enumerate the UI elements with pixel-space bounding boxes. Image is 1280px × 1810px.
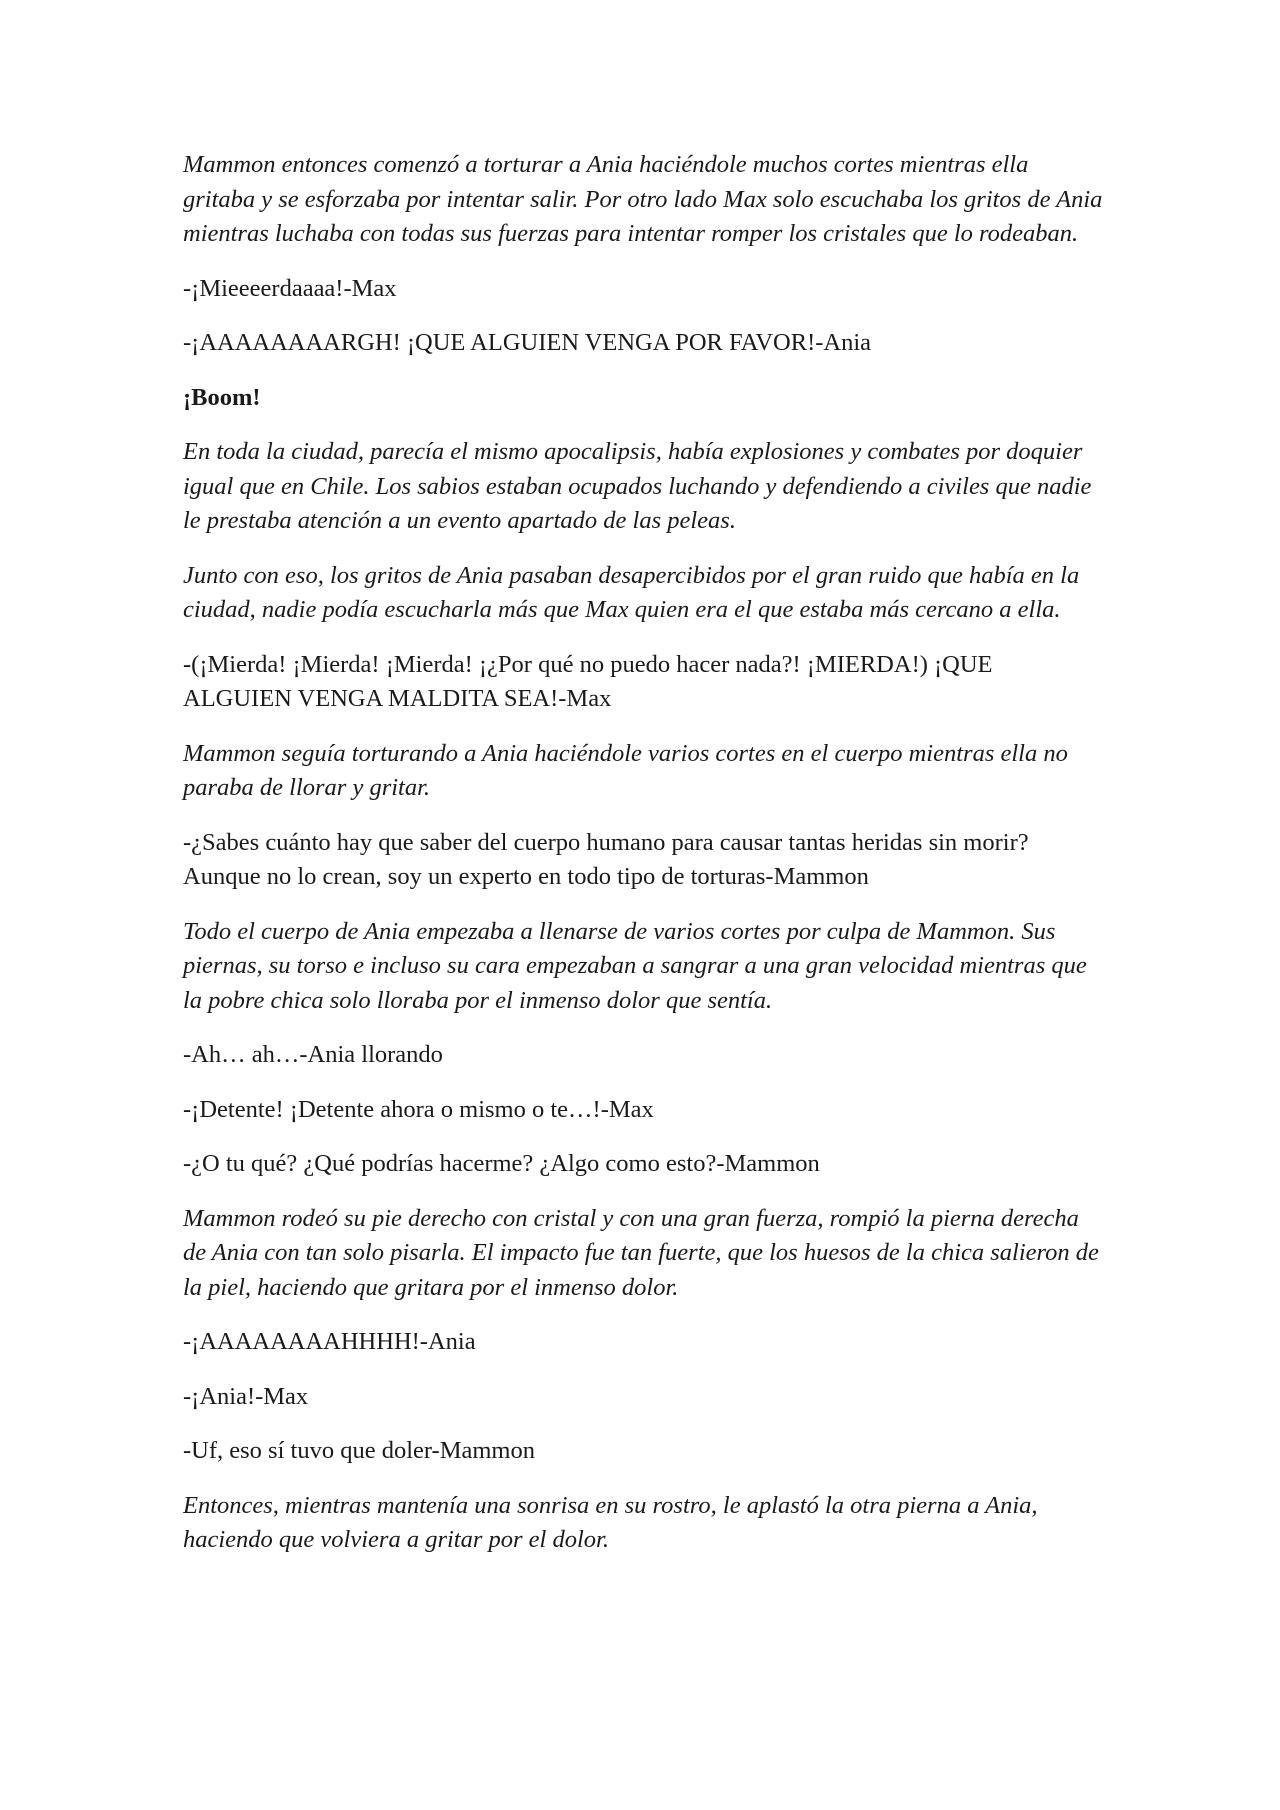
narration-paragraph: Junto con eso, los gritos de Ania pasaban desapercibidos por el gran ruido que había en la ciudad, nadie podía escucharla más que Max quien era el que estaba más cercano a ella. (183, 561, 1080, 623)
dialogue-line: -¡Detente! ¡Detente ahora o mismo o te…!-Max (183, 1095, 654, 1123)
narration-paragraph: Mammon rodeó su pie derecho con cristal y con una gran fuerza, rompió la pierna derecha de Ania con tan solo pisarla. El impacto fue tan fuerte, que los huesos de la chica salieron de la piel, haciendo que gritara por el inmenso dolor. (183, 1204, 1099, 1301)
dialogue-line: -¡Ania!-Max (183, 1382, 309, 1410)
dialogue-line: -¿O tu qué? ¿Qué podrías hacerme? ¿Algo como esto?-Mammon (183, 1150, 820, 1177)
narration-paragraph: En toda la ciudad, parecía el mismo apocalipsis, había explosiones y combates por doquier igual que en Chile. Los sabios estaban ocupados luchando y defendiendo a civiles que nadie le prestaba atención a un evento apartado de las peleas. (183, 438, 1092, 534)
dialogue-line: -(¡Mierda! ¡Mierda! ¡Mierda! ¡¿Por qué no puedo hacer nada?! ¡MIERDA!) ¡QUE ALGUIEN VENGA MALDITA SEA!-Max (183, 650, 993, 712)
narration-paragraph: Entonces, mientras mantenía una sonrisa en su rostro, le aplastó la otra pierna a Ania, haciendo que volviera a gritar por el dolor. (183, 1491, 1038, 1553)
dialogue-line: -¡AAAAAAAAHHHH!-Ania (183, 1328, 476, 1355)
narration-paragraph: Todo el cuerpo de Ania empezaba a llenarse de varios cortes por culpa de Mammon. Sus piernas, su torso e incluso su cara empezaban a sangrar a una gran velocidad mientras que la pobre chica solo lloraba por el inmenso dolor que sentía. (183, 917, 1087, 1014)
dialogue-line: -Uf, eso sí tuvo que doler-Mammon (183, 1437, 535, 1464)
sound-effect: ¡Boom! (183, 383, 261, 411)
dialogue-line: -¡AAAAAAAARGH! ¡QUE ALGUIEN VENGA POR FAVOR!-Ania (183, 329, 872, 356)
document-page (183, 148, 1103, 1578)
narration-paragraph: Mammon entonces comenzó a torturar a Ania haciéndole muchos cortes mientras ella gritaba y se esforzaba por intentar salir. Por otro lado Max solo escuchaba los gritos de Ania mientras luchaba con todas sus fuerzas para intentar romper los cristales que lo rodeaban. (183, 151, 1103, 247)
dialogue-line: -¿Sabes cuánto hay que saber del cuerpo humano para causar tantas heridas sin morir? Aunque no lo crean, soy un experto en todo tipo de torturas-Mammon (183, 828, 1029, 890)
dialogue-line: -Ah… ah…-Ania llorando (183, 1041, 443, 1068)
narration-paragraph: Mammon seguía torturando a Ania haciéndole varios cortes en el cuerpo mientras ella no paraba de llorar y gritar. (183, 739, 1068, 801)
dialogue-line: -¡Mieeeerdaaaa!-Max (183, 274, 397, 302)
